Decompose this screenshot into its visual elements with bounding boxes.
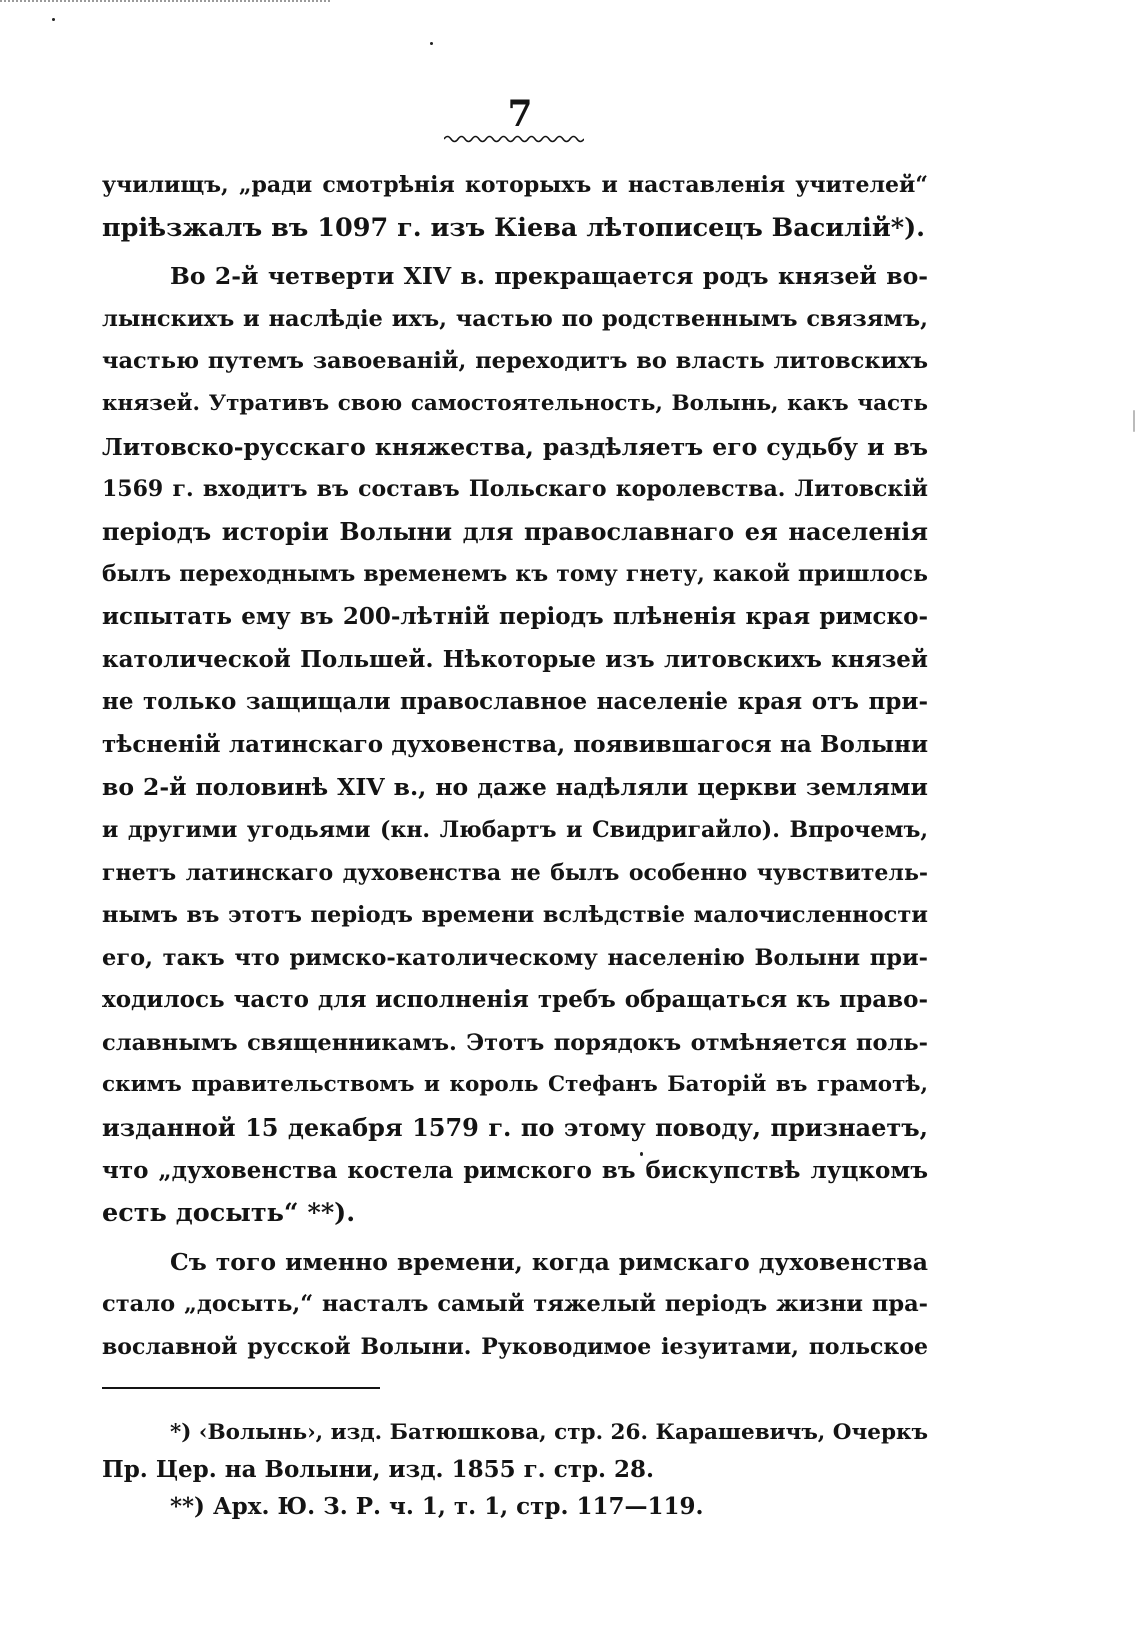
page-number-ornament xyxy=(444,134,584,144)
scan-speck xyxy=(430,42,433,45)
text-line: католической Польшей. Нѣкоторые изъ литовскихъ князей xyxy=(102,645,928,673)
text-line: былъ переходнымъ временемъ къ тому гнету, какой пришлось xyxy=(102,561,928,588)
text-line: изданной 15 декабря 1579 г. по этому поводу, признаетъ, xyxy=(102,1113,928,1143)
text-line: что „духовенства костела римского въ бискупствѣ луцкомъ xyxy=(102,1156,928,1184)
text-line: 1569 г. входитъ въ составъ Польскаго королевства. Литовскій xyxy=(102,476,928,503)
text-line: есть досыть“ **). xyxy=(102,1198,356,1229)
text-line: князей. Утративъ свою самостоятельность, Волынь, какъ часть xyxy=(102,390,928,416)
text-line: его, такъ что римско-католическому населенію Волыни при- xyxy=(102,944,928,971)
footnote-line: **) Арх. Ю. З. Р. ч. 1, т. 1, стр. 117—119. xyxy=(170,1493,704,1520)
scan-speck xyxy=(1133,410,1135,432)
scan-speck xyxy=(52,18,55,21)
text-line: Во 2-й четверти XIV в. прекращается родъ князей во- xyxy=(170,262,928,291)
text-line: гнетъ латинскаго духовенства не былъ особенно чувствитель- xyxy=(102,859,928,886)
footnotes xyxy=(102,1414,928,1525)
text-line: Литовско-русскаго княжества, раздѣляетъ его судьбу и въ xyxy=(102,432,928,461)
text-line: не только защищали православное населеніе края отъ при- xyxy=(102,688,928,716)
text-line: тѣсненій латинскаго духовенства, появившагося на Волыни xyxy=(102,730,928,758)
footnote-line: *) ‹Волынь›, изд. Батюшкова, стр. 26. Карашевичъ, Очеркъ xyxy=(170,1420,928,1445)
text-line: лынскихъ и наслѣдіе ихъ, частью по родственнымъ связямъ, xyxy=(102,305,928,332)
scan-edge-mark xyxy=(0,0,330,7)
text-line: скимъ правительствомъ и король Стефанъ Баторій въ грамотѣ, xyxy=(102,1072,928,1098)
footnote-separator xyxy=(102,1387,380,1389)
text-line: и другими угодьями (кн. Любартъ и Свидригайло). Впрочемъ, xyxy=(102,816,928,843)
text-line: ходилось часто для исполненія требъ обращаться къ право- xyxy=(102,986,928,1014)
text-line: нымъ въ этотъ періодъ времени вслѣдствіе малочисленности xyxy=(102,902,928,929)
text-line: испытать ему въ 200-лѣтній періодъ плѣненія края римско- xyxy=(102,602,928,630)
page-number: 7 xyxy=(507,93,533,135)
text-line: училищъ, „ради смотрѣнія которыхъ и наставленія учителей“ xyxy=(102,172,928,198)
text-line: славнымъ священникамъ. Этотъ порядокъ отмѣняется поль- xyxy=(102,1029,928,1056)
text-line: Съ того именно времени, когда римскаго духовенства xyxy=(170,1247,928,1276)
text-line: періодъ исторіи Волыни для православнаго ея населенія xyxy=(102,516,928,546)
text-line: во 2-й половинѣ XIV в., но даже надѣляли церкви землями xyxy=(102,773,928,802)
footnote-line: Пр. Цер. на Волыни, изд. 1855 г. стр. 28. xyxy=(102,1456,655,1483)
text-line: вославной русской Волыни. Руководимое іезуитами, польское xyxy=(102,1334,928,1361)
text-line: частью путемъ завоеваній, переходитъ во власть литовскихъ xyxy=(102,348,928,375)
text-line: пріѣзжалъ въ 1097 г. изъ Кіева лѣтописецъ Василій*). xyxy=(102,212,926,243)
body-text xyxy=(102,164,928,1369)
text-line: стало „досыть,“ насталъ самый тяжелый періодъ жизни пра- xyxy=(102,1291,928,1318)
